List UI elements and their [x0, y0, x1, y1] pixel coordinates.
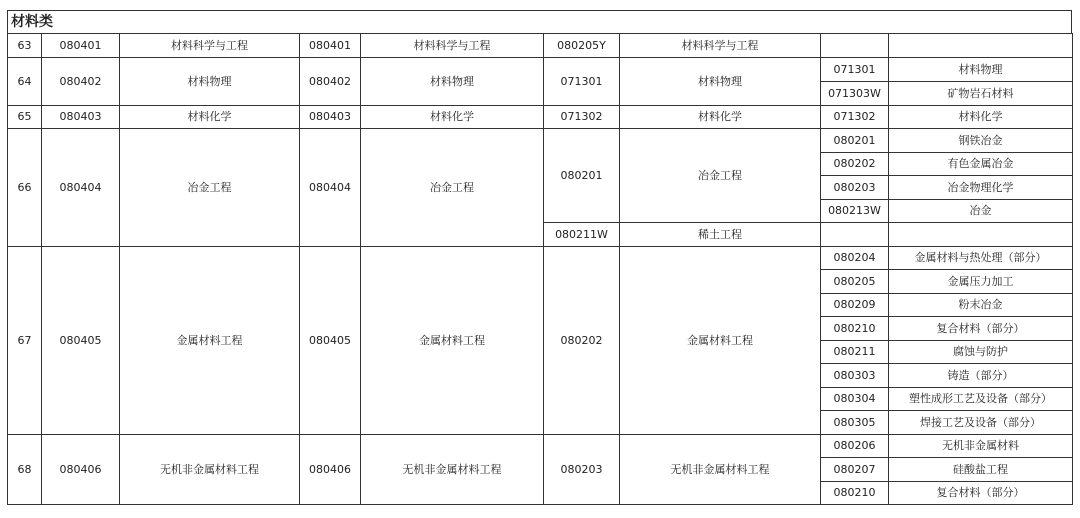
major-name: 稀土工程 — [620, 223, 821, 247]
row-number: 63 — [8, 34, 42, 58]
old-major-code: 080211 — [821, 341, 889, 364]
old-major-name: 金属材料与热处理（部分） — [889, 247, 1073, 270]
major-name: 金属材料工程 — [361, 247, 544, 435]
major-code: 080402 — [300, 58, 361, 106]
old-major-code: 080205 — [821, 270, 889, 294]
old-major-name: 材料化学 — [889, 106, 1073, 129]
table-row — [8, 34, 1073, 58]
old-major-name: 矿物岩石材料 — [889, 82, 1073, 106]
old-major-code: 080201 — [821, 129, 889, 153]
major-code: 080211W — [544, 223, 620, 247]
major-name: 冶金工程 — [361, 129, 544, 247]
major-code: 071302 — [544, 106, 620, 129]
major-code: 080404 — [300, 129, 361, 247]
major-name: 材料化学 — [361, 106, 544, 129]
old-major-code: 080202 — [821, 153, 889, 176]
table-row — [8, 247, 1073, 270]
major-code: 080201 — [544, 129, 620, 223]
table-row — [8, 435, 1073, 458]
major-code: 080406 — [300, 435, 361, 505]
section-title: 材料类 — [7, 10, 1072, 34]
major-code: 071301 — [544, 58, 620, 106]
major-name: 材料化学 — [120, 106, 300, 129]
major-mapping-table — [7, 33, 1073, 505]
major-code: 080205Y — [544, 34, 620, 58]
table-row — [8, 106, 1073, 129]
major-name: 材料科学与工程 — [361, 34, 544, 58]
old-major-code — [821, 34, 889, 58]
old-major-name: 有色金属冶金 — [889, 153, 1073, 176]
old-major-name: 焊接工艺及设备（部分） — [889, 411, 1073, 435]
old-major-name: 冶金 — [889, 200, 1073, 223]
old-major-name: 铸造（部分） — [889, 364, 1073, 388]
old-major-name: 复合材料（部分） — [889, 482, 1073, 505]
major-code: 080402 — [42, 58, 120, 106]
old-major-name: 金属压力加工 — [889, 270, 1073, 294]
major-name: 材料科学与工程 — [120, 34, 300, 58]
old-major-code: 080203 — [821, 176, 889, 200]
old-major-name: 无机非金属材料 — [889, 435, 1073, 458]
major-name: 材料物理 — [120, 58, 300, 106]
old-major-name: 复合材料（部分） — [889, 317, 1073, 341]
major-code: 080401 — [42, 34, 120, 58]
old-major-name — [889, 34, 1073, 58]
row-number: 67 — [8, 247, 42, 435]
major-code: 080406 — [42, 435, 120, 505]
old-major-code: 080213W — [821, 200, 889, 223]
major-name: 冶金工程 — [120, 129, 300, 247]
old-major-code: 080305 — [821, 411, 889, 435]
old-major-code: 080303 — [821, 364, 889, 388]
major-name: 金属材料工程 — [620, 247, 821, 435]
old-major-code: 080210 — [821, 482, 889, 505]
major-name: 材料科学与工程 — [620, 34, 821, 58]
major-name: 材料化学 — [620, 106, 821, 129]
old-major-name: 塑性成形工艺及设备（部分） — [889, 388, 1073, 411]
major-code: 080405 — [300, 247, 361, 435]
old-major-name — [889, 223, 1073, 247]
old-major-name: 冶金物理化学 — [889, 176, 1073, 200]
old-major-code: 080210 — [821, 317, 889, 341]
major-name: 冶金工程 — [620, 129, 821, 223]
major-code: 080403 — [42, 106, 120, 129]
major-name: 材料物理 — [620, 58, 821, 106]
table-row — [8, 129, 1073, 153]
old-major-name: 腐蚀与防护 — [889, 341, 1073, 364]
old-major-code — [821, 223, 889, 247]
old-major-name: 粉末冶金 — [889, 294, 1073, 317]
row-number: 65 — [8, 106, 42, 129]
old-major-code: 071303W — [821, 82, 889, 106]
major-code: 080202 — [544, 247, 620, 435]
major-code: 080403 — [300, 106, 361, 129]
major-name: 金属材料工程 — [120, 247, 300, 435]
major-name: 无机非金属材料工程 — [120, 435, 300, 505]
major-code: 080405 — [42, 247, 120, 435]
old-major-code: 080204 — [821, 247, 889, 270]
major-name: 无机非金属材料工程 — [620, 435, 821, 505]
major-code: 080203 — [544, 435, 620, 505]
old-major-code: 071302 — [821, 106, 889, 129]
row-number: 68 — [8, 435, 42, 505]
table-row — [8, 58, 1073, 82]
old-major-code: 071301 — [821, 58, 889, 82]
old-major-code: 080304 — [821, 388, 889, 411]
major-name: 材料物理 — [361, 58, 544, 106]
old-major-code: 080209 — [821, 294, 889, 317]
major-name: 无机非金属材料工程 — [361, 435, 544, 505]
major-code: 080404 — [42, 129, 120, 247]
old-major-code: 080207 — [821, 458, 889, 482]
row-number: 66 — [8, 129, 42, 247]
major-code: 080401 — [300, 34, 361, 58]
old-major-name: 硅酸盐工程 — [889, 458, 1073, 482]
row-number: 64 — [8, 58, 42, 106]
old-major-name: 钢铁冶金 — [889, 129, 1073, 153]
old-major-name: 材料物理 — [889, 58, 1073, 82]
old-major-code: 080206 — [821, 435, 889, 458]
